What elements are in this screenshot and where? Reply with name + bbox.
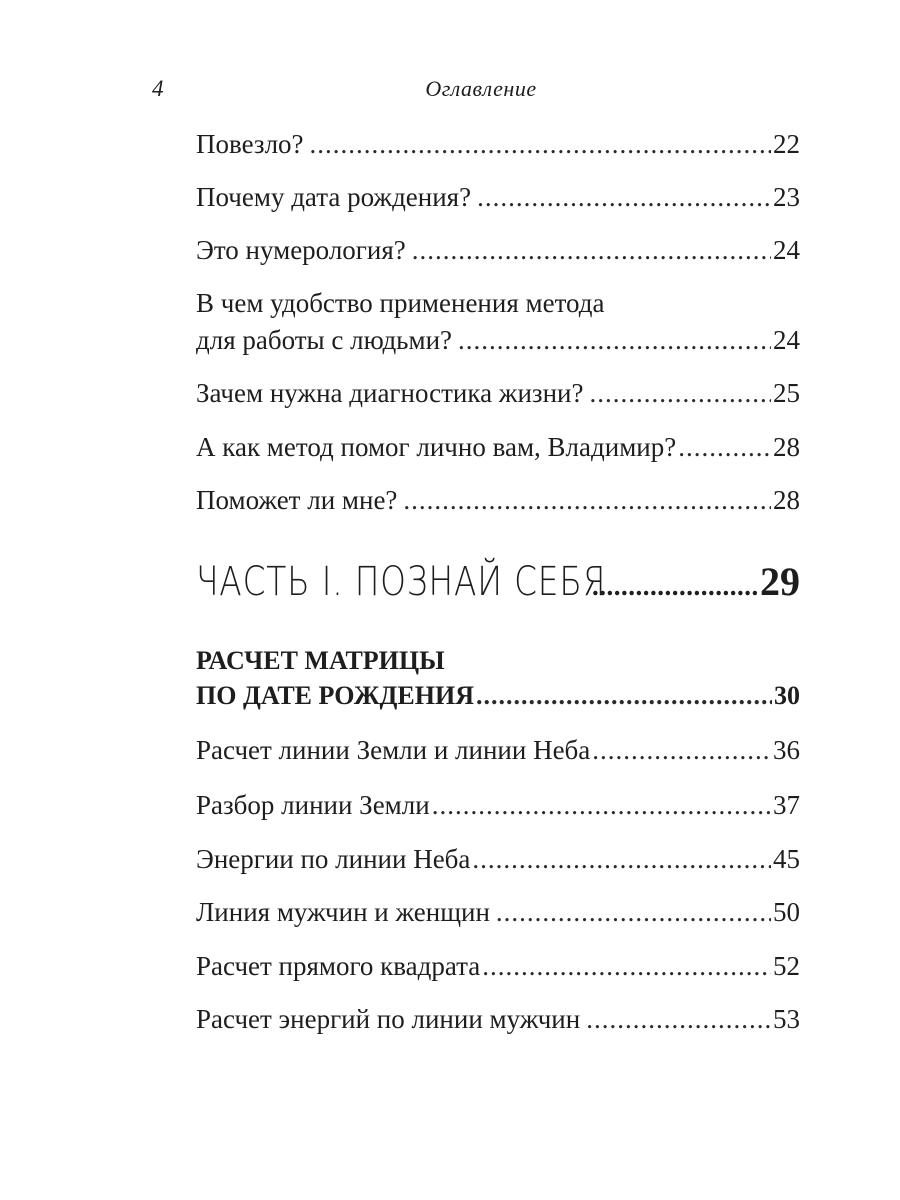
toc-entry-title: Расчет линии Земли и линии Неба [196,735,591,765]
part-page: 29 [760,559,800,604]
dot-leader [432,786,771,824]
toc-entry [196,428,800,466]
page-number: 4 [152,76,164,101]
toc-entry [196,178,800,216]
toc-entry-title: Зачем нужна диагностика жизни? [196,378,584,408]
dot-leader [310,125,771,163]
section-heading [196,677,800,715]
toc-entry [196,893,800,931]
toc-entry-title: Разбор линии Земли [196,790,430,820]
dot-leader [496,893,771,931]
toc-entry-page: 23 [773,182,800,212]
toc-entry-title: Это нумерология? [196,235,406,265]
toc-entry-page: 37 [773,790,800,820]
part-heading [196,558,800,605]
toc-entry-page: 45 [773,844,800,874]
toc-entry [196,947,800,985]
toc-entry-page: 24 [773,235,800,265]
toc-entry-page: 25 [773,378,800,408]
section-title-line1: РАСЧЕТ МАТРИЦЫ [196,646,445,675]
toc-entry-title-line2: для работы с людьми? [196,325,453,355]
toc-entry-title: Расчет прямого квадрата [196,951,481,981]
dot-leader [403,481,771,519]
toc-entry-page: 52 [773,951,800,981]
toc-entry-title: Линия мужчин и женщин [196,897,490,927]
section-title-line2: ПО ДАТЕ РОЖДЕНИЯ [196,681,474,710]
toc-entry-title: А как метод помог лично вам, Владимир? [196,432,677,462]
dot-leader [678,428,771,466]
dot-leader [458,321,771,359]
dot-leader [592,571,760,602]
toc-entry [196,731,800,769]
dot-leader [472,840,771,878]
part-title: ЧАСТЬ I. ПОЗНАЙ СЕБЯ [196,559,607,605]
dot-leader [476,677,772,715]
toc-entry [196,1000,800,1038]
dot-leader [589,374,771,412]
running-title: Оглавление [425,76,537,101]
toc-entry-page: 28 [773,432,800,462]
toc-entry-page: 36 [773,735,800,765]
toc-entry [196,321,800,359]
toc-entry-page: 22 [773,129,800,159]
dot-leader [482,947,771,985]
toc-entry-title: Расчет энергий по линии мужчин [196,1004,581,1034]
dot-leader [477,178,771,216]
toc-entry [196,374,800,412]
toc-entry [196,125,800,163]
toc-entry [196,840,800,878]
dot-leader [592,731,771,769]
dot-leader [412,231,771,269]
toc-entry-title-line1: В чем удобство применения метода [196,288,605,318]
toc-entry-title: Поможет ли мне? [196,485,398,515]
toc-entry [196,231,800,269]
toc-entry-page: 24 [773,325,800,355]
section-page: 30 [774,681,800,710]
dot-leader [586,1000,771,1038]
toc-entry [196,481,800,519]
toc-entry-page: 28 [773,485,800,515]
toc-entry-title: Энергии по линии Неба [196,844,471,874]
toc-entry-page: 50 [773,897,800,927]
toc-entry [196,786,800,824]
toc-entry-title: Почему дата рождения? [196,182,472,212]
toc-entry-title: Повезло? [196,129,304,159]
toc-entry-page: 53 [773,1004,800,1034]
page-header [0,76,900,106]
